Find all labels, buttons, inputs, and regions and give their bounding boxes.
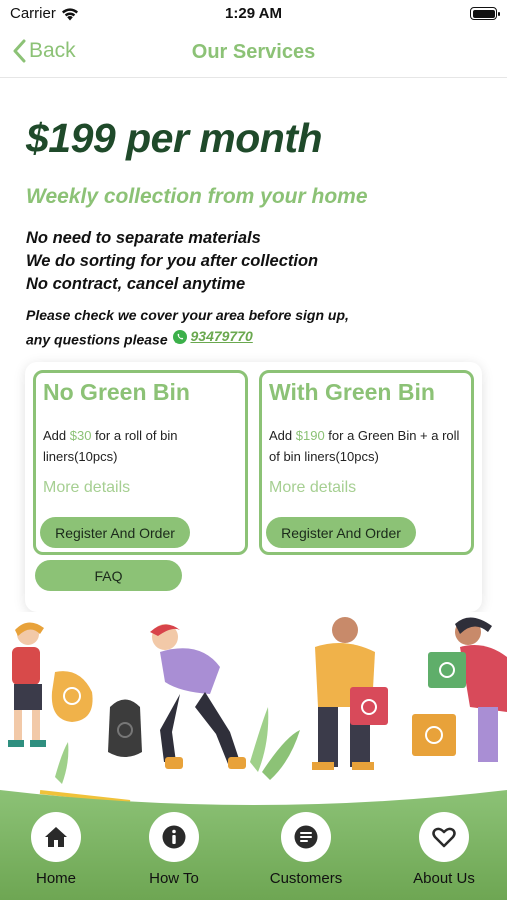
heart-icon <box>431 825 457 849</box>
tab-icon-circle <box>281 812 331 862</box>
feature-list <box>26 227 318 296</box>
tab-about-us[interactable] <box>394 812 494 892</box>
more-details-link[interactable]: More details <box>269 479 357 496</box>
plan-price: $30 <box>69 428 92 443</box>
feature-item: No contract, cancel anytime <box>26 275 246 293</box>
plan-price: $190 <box>295 428 325 443</box>
tab-label: About Us <box>413 870 475 887</box>
register-order-button[interactable]: Register And Order <box>266 517 416 548</box>
tab-label: Home <box>35 870 76 887</box>
info-icon <box>161 824 187 850</box>
recycling-illustration <box>0 612 507 812</box>
plan-description: Add $30 for a roll of bin liners(10pcs) <box>43 428 178 464</box>
coverage-note <box>26 305 349 351</box>
tab-customers[interactable] <box>256 812 356 892</box>
tab-home[interactable] <box>6 812 106 892</box>
whatsapp-icon <box>172 329 188 345</box>
tab-icon-circle <box>419 812 469 862</box>
feature-item: We do sorting for you after collection <box>26 252 319 270</box>
home-icon <box>43 825 69 849</box>
back-label: Back <box>29 39 76 62</box>
faq-button[interactable]: FAQ <box>35 560 182 591</box>
tab-icon-circle <box>149 812 199 862</box>
status-time: 1:29 AM <box>225 5 282 22</box>
phone-number: 93479770 <box>190 328 253 344</box>
tab-how-to[interactable] <box>124 812 224 892</box>
register-order-button[interactable]: Register And Order <box>40 517 190 548</box>
tab-label: Customers <box>269 870 343 887</box>
whatsapp-phone-link[interactable] <box>172 326 253 347</box>
service-subtitle: Weekly collection from your home <box>26 185 368 208</box>
nav-bar <box>0 30 507 78</box>
plan-description: Add $190 for a Green Bin + a roll of bin liners(10pcs) <box>269 428 460 464</box>
plan-title: No Green Bin <box>43 379 190 405</box>
tab-icon-circle <box>31 812 81 862</box>
more-details-link[interactable]: More details <box>43 479 131 496</box>
feature-item: No need to separate materials <box>26 229 261 247</box>
plan-title: With Green Bin <box>269 379 435 405</box>
plan-card-with-green-bin <box>259 370 474 555</box>
page-title: Our Services <box>191 41 316 63</box>
coverage-note-line: any questions please <box>26 331 168 348</box>
carrier-label: Carrier <box>10 5 56 22</box>
coverage-note-line: Please check we cover your area before sign up, <box>26 307 349 323</box>
plans-panel <box>25 362 482 612</box>
plan-card-no-green-bin <box>33 370 248 555</box>
list-icon <box>293 824 319 850</box>
status-bar <box>0 0 507 30</box>
battery-icon <box>470 7 497 20</box>
price-heading: $199 per month <box>26 115 323 161</box>
tab-label: How To <box>149 870 199 887</box>
